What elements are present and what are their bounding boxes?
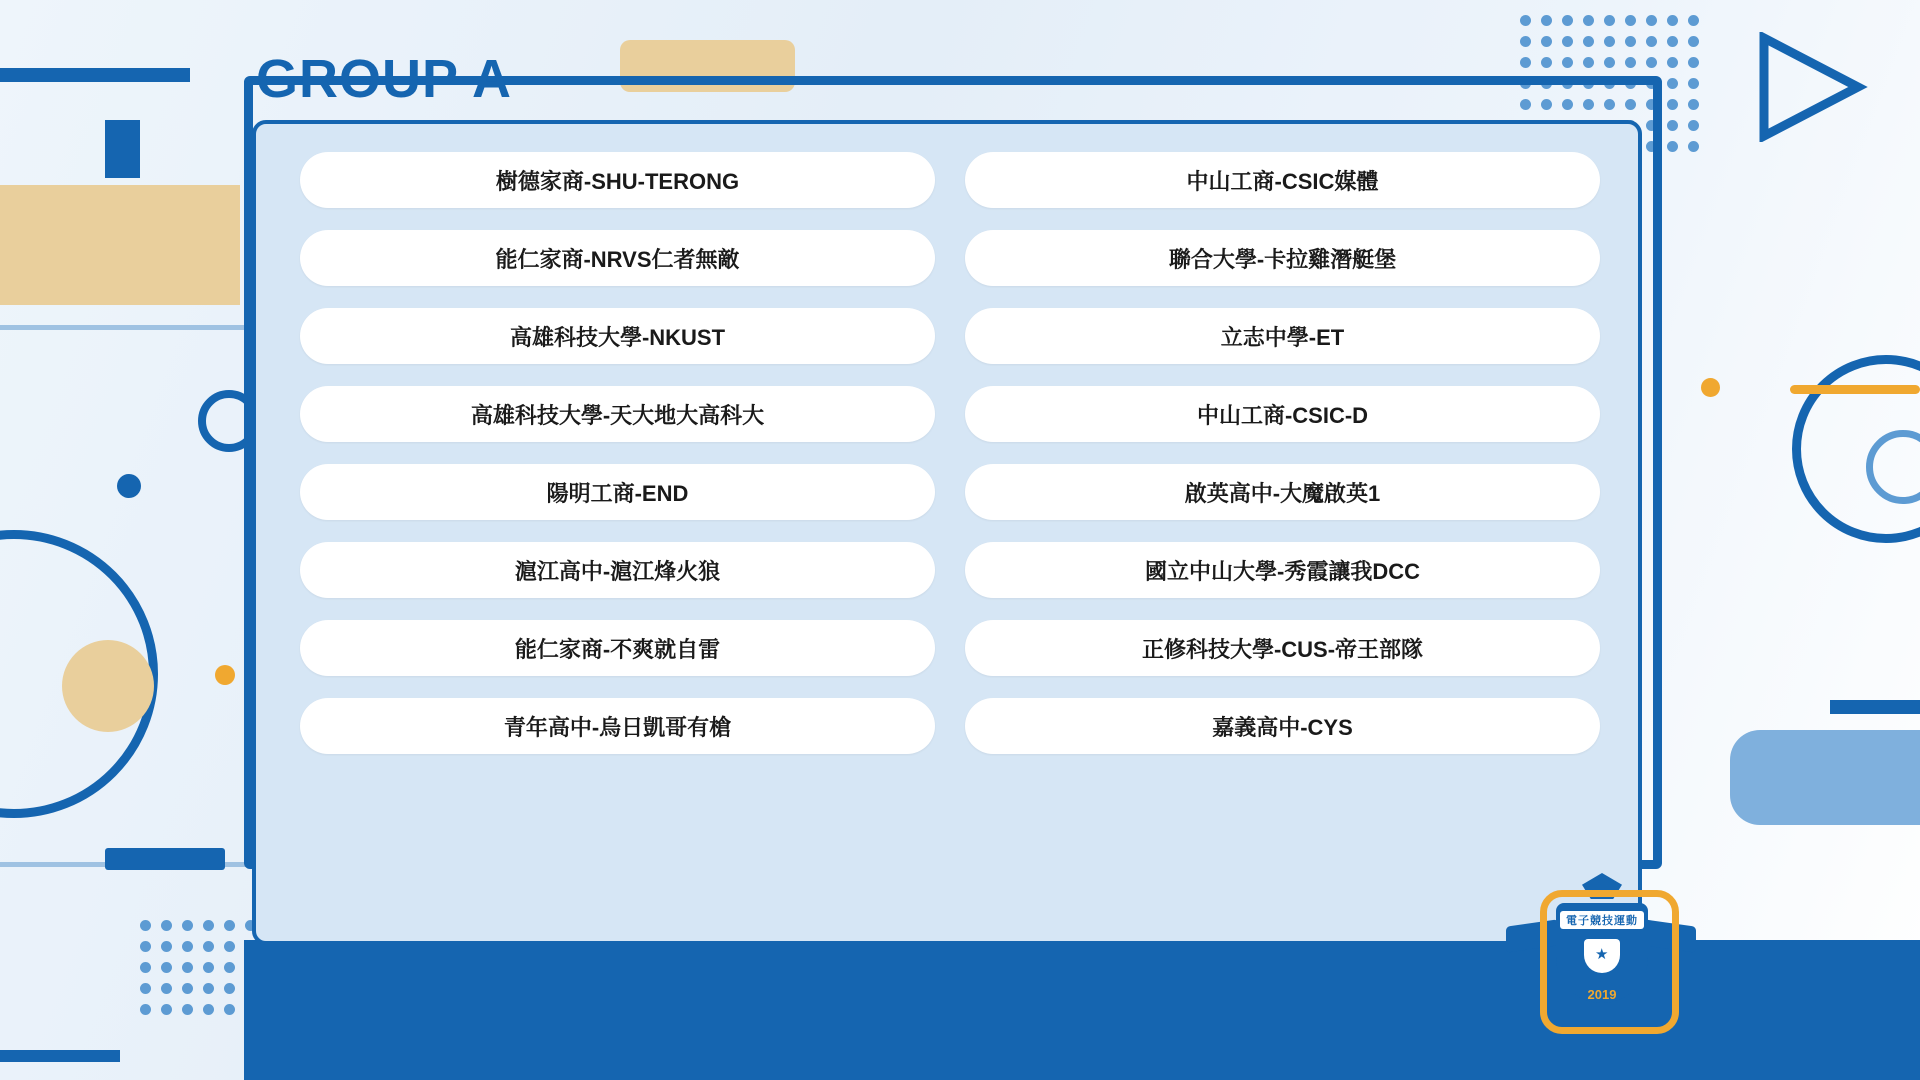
decor-dot: [1625, 36, 1636, 47]
decor-dot: [1583, 36, 1594, 47]
team-pill: 能仁家商-NRVS仁者無敵: [300, 230, 935, 286]
decor-dot: [203, 983, 214, 994]
decor-dot: [140, 983, 151, 994]
team-pill: 聯合大學-卡拉雞潛艇堡: [965, 230, 1600, 286]
decor-dot: [161, 941, 172, 952]
decor-dot-blue: [117, 474, 141, 498]
page-title: GROUP A: [256, 49, 513, 109]
decor-bar-top-left: [0, 68, 190, 82]
team-pill: 立志中學-ET: [965, 308, 1600, 364]
decor-dot: [1604, 57, 1615, 68]
team-pill: 樹德家商-SHU-TERONG: [300, 152, 935, 208]
decor-dot: [1667, 141, 1678, 152]
team-pill: 國立中山大學-秀霞讓我DCC: [965, 542, 1600, 598]
decor-dot: [1541, 57, 1552, 68]
team-pill: 高雄科技大學-天大地大高科大: [300, 386, 935, 442]
team-pill: 正修科技大學-CUS-帝王部隊: [965, 620, 1600, 676]
decor-bar-right: [1830, 700, 1920, 714]
decor-dot-orange-left: [215, 665, 235, 685]
decor-dot: [1520, 36, 1531, 47]
decor-dot: [1667, 99, 1678, 110]
decor-dot: [1667, 15, 1678, 26]
decor-dot: [182, 941, 193, 952]
star-icon: ★: [1595, 946, 1609, 963]
decor-dot: [1604, 36, 1615, 47]
team-pill: 中山工商-CSIC媒體: [965, 152, 1600, 208]
decor-dot: [140, 1004, 151, 1015]
decor-dot: [140, 920, 151, 931]
decor-dot: [1688, 78, 1699, 89]
decor-dot: [1520, 57, 1531, 68]
team-pill: 青年高中-烏日凱哥有槍: [300, 698, 935, 754]
decor-dot: [1688, 15, 1699, 26]
decor-dot: [1541, 36, 1552, 47]
decor-dot: [1562, 15, 1573, 26]
decor-dot: [1583, 15, 1594, 26]
decor-dot: [1520, 15, 1531, 26]
decor-dot: [161, 1004, 172, 1015]
decor-dot: [1667, 120, 1678, 131]
team-pill: 啟英高中-大魔啟英1: [965, 464, 1600, 520]
team-grid: [300, 152, 1600, 754]
decor-dot: [140, 962, 151, 973]
decor-triangle-icon: [1758, 32, 1868, 142]
decor-dot: [203, 941, 214, 952]
team-pill: 滬江高中-滬江烽火狼: [300, 542, 935, 598]
decor-dot: [1688, 36, 1699, 47]
decor-circle-sand: [62, 640, 154, 732]
decor-dot: [1688, 57, 1699, 68]
decor-dot: [203, 962, 214, 973]
team-pill: 陽明工商-END: [300, 464, 935, 520]
decor-dot: [1646, 57, 1657, 68]
decor-dot: [182, 983, 193, 994]
decor-dot: [1667, 36, 1678, 47]
decor-bar-bottom-left: [105, 848, 225, 870]
decor-dot: [1583, 57, 1594, 68]
decor-rounded-right: [1730, 730, 1920, 825]
badge-label: 電子競技運動: [1560, 911, 1644, 929]
decor-dot-orange-right: [1701, 378, 1720, 397]
decor-dot: [224, 983, 235, 994]
decor-dot: [203, 920, 214, 931]
decor-bar-vertical-left: [105, 120, 140, 178]
decor-dot: [1688, 120, 1699, 131]
decor-dot: [1604, 15, 1615, 26]
decor-dot: [1646, 15, 1657, 26]
decor-dot: [224, 941, 235, 952]
decor-sand-block: [0, 185, 240, 305]
decor-dot: [182, 1004, 193, 1015]
decor-dot: [1562, 36, 1573, 47]
decor-dot: [1688, 141, 1699, 152]
decor-dot: [1625, 57, 1636, 68]
team-pill: 能仁家商-不爽就自雷: [300, 620, 935, 676]
decor-dot: [182, 920, 193, 931]
decor-dot: [224, 1004, 235, 1015]
badge-year: 2019: [1587, 987, 1617, 1002]
decor-bar-bottom-left-2: [0, 1050, 120, 1062]
decor-dot: [161, 962, 172, 973]
team-pill: 中山工商-CSIC-D: [965, 386, 1600, 442]
decor-dot: [224, 920, 235, 931]
decor-dot: [1625, 15, 1636, 26]
event-logo-badge: [1512, 865, 1692, 1045]
decor-dot: [224, 962, 235, 973]
decor-dot: [203, 1004, 214, 1015]
decor-dot: [1646, 36, 1657, 47]
decor-dot: [161, 983, 172, 994]
team-pill: 嘉義高中-CYS: [965, 698, 1600, 754]
decor-dot: [161, 920, 172, 931]
group-panel: [252, 120, 1642, 945]
decor-dot: [1541, 15, 1552, 26]
decor-dot: [1688, 99, 1699, 110]
decor-dot: [140, 941, 151, 952]
decor-dot: [1667, 78, 1678, 89]
decor-dot-grid-bottom-left: [140, 920, 260, 1020]
decor-dot: [1562, 57, 1573, 68]
decor-dot: [182, 962, 193, 973]
team-pill: 高雄科技大學-NKUST: [300, 308, 935, 364]
decor-line-orange: [1790, 385, 1920, 394]
decor-dot: [1667, 57, 1678, 68]
